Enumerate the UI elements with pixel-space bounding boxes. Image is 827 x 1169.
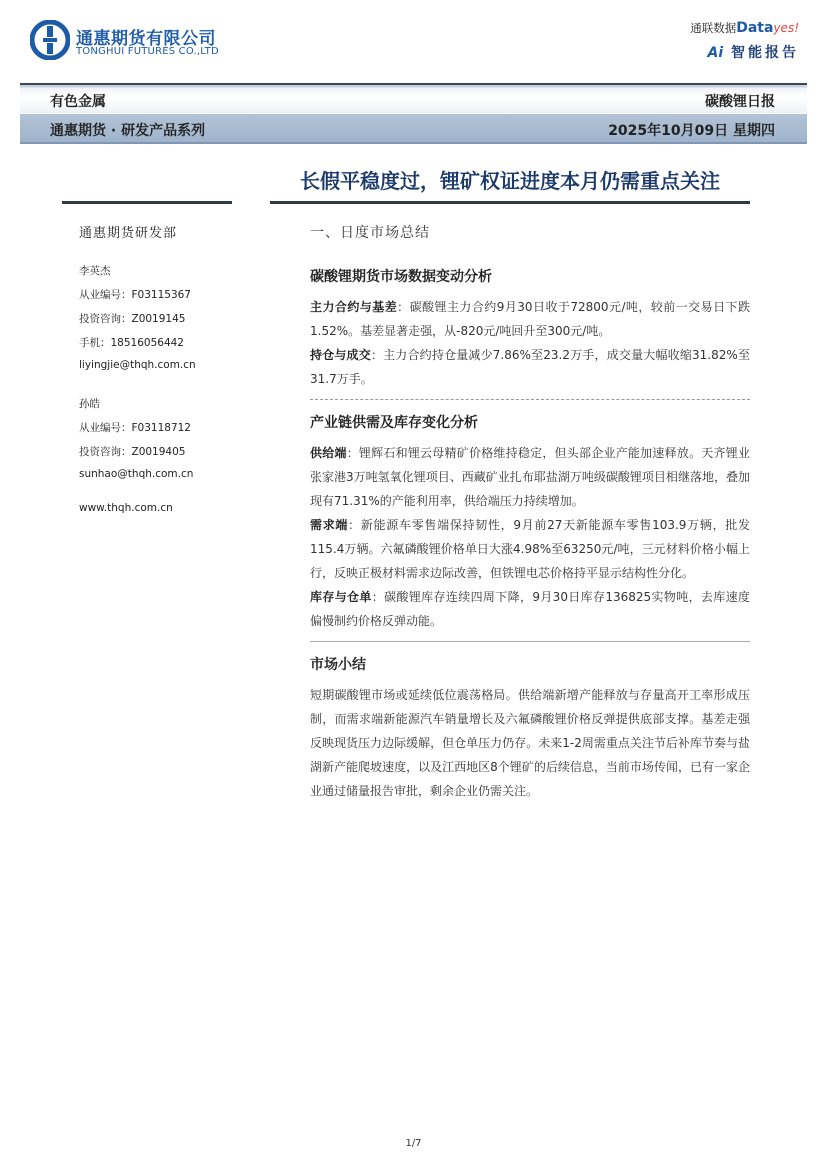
analyst-name: 孙皓: [79, 398, 100, 410]
company-logo-icon: [30, 20, 70, 60]
paragraph: [310, 513, 750, 585]
company-website[interactable]: www.thqh.com.cn: [79, 502, 173, 514]
research-department: 通惠期货研发部: [79, 226, 178, 241]
paragraph-text: ：新能源车零售端保持韧性，9月前27天新能源车零售103.9万辆，批发115.4万辆。六氟磷酸锂价格单日大涨4.98%至63250元/吨，三元材料价格小幅上行，反映正极材料需求边际改善，但铁锂电芯价格持平显示结构性分化。: [310, 518, 750, 580]
brand-bottom-line: [649, 42, 799, 62]
paragraph: [310, 295, 750, 343]
analyst-license: 从业编号：F03115367: [79, 289, 191, 301]
company-logo: [30, 20, 230, 64]
brand-top-line: [649, 20, 799, 36]
paragraph-label: 需求端: [310, 518, 349, 532]
report-body: [310, 222, 750, 803]
report-title: 长假平稳度过，锂矿权证进度本月仍需重点关注: [300, 169, 720, 193]
analyst-name: 李英杰: [79, 265, 111, 277]
subsection-title: 产业链供需及库存变化分析: [310, 415, 478, 431]
analyst-email[interactable]: sunhao@thqh.com.cn: [79, 468, 194, 480]
paragraph-label: 供给端: [310, 446, 347, 460]
paragraph-text: ：碳酸锂库存连续四周下降，9月30日库存136825实物吨，去库速度偏慢制约价格反弹动能。: [310, 590, 750, 628]
paragraph: [310, 585, 750, 633]
paragraph: [310, 343, 750, 391]
page-number: 1/7: [405, 1138, 422, 1149]
paragraph-label: 主力合约与基差: [310, 300, 398, 314]
analyst-sidebar: [79, 222, 249, 514]
analyst-advisory: 投资咨询：Z0019405: [79, 446, 186, 458]
analyst-email[interactable]: liyingjie@thqh.com.cn: [79, 359, 196, 371]
sidebar-rule: [62, 201, 232, 204]
subsection-title: 市场小结: [310, 657, 366, 673]
section-heading: 一、日度市场总结: [310, 225, 430, 241]
brand-data: Data: [736, 20, 774, 36]
title-rule: [270, 201, 750, 204]
brand-yes: yes!: [773, 21, 799, 35]
report-date: 2025年10月09日 星期四: [608, 123, 775, 139]
series-bar: [20, 114, 807, 144]
summary-paragraph: 短期碳酸锂市场或延续低位震荡格局。供给端新增产能释放与存量高开工率形成压制，而需求端新能源汽车销量增长及六氟磷酸锂价格反弹提供底部支撑。基差走强反映现货压力边际缓解，但仓单压力仍存。未来1-2周需重点关注节后补库节奏与盐湖新产能爬坡速度，以及江西地区8个锂矿的后续信息，当前市场传闻，已有一家企业通过储量报告审批，剩余企业仍需关注。: [310, 688, 750, 798]
category-label: 有色金属: [50, 94, 106, 110]
datayes-brand: [649, 20, 799, 64]
paragraph-text: ：主力合约持仓量减少7.86%至23.2万手，成交量大幅收缩31.82%至31.7万手。: [310, 348, 750, 386]
analyst-phone: 手机：18516056442: [79, 337, 184, 349]
company-name-cn: 通惠期货有限公司: [76, 29, 216, 49]
section-divider: [310, 399, 750, 400]
company-name-en: TONGHUI FUTURES CO.,LTD: [76, 46, 219, 57]
analyst-license: 从业编号：F03118712: [79, 422, 191, 434]
brand-ai: Ai: [707, 45, 724, 61]
paragraph: [310, 441, 750, 513]
brand-report: 智能报告: [731, 45, 799, 61]
paragraph-label: 持仓与成交: [310, 348, 371, 362]
subsection-title: 碳酸锂期货市场数据变动分析: [310, 269, 492, 285]
section-divider: [310, 641, 750, 642]
paragraph-text: ：碳酸锂主力合约9月30日收于72800元/吨，较前一交易日下跌1.52%。基差显著走强，从-820元/吨回升至300元/吨。: [310, 300, 750, 338]
paragraph-label: 库存与仓单: [310, 590, 372, 604]
paragraph-text: ：锂辉石和锂云母精矿价格维持稳定，但头部企业产能加速释放。天齐锂业张家港3万吨氢氧化锂项目、西藏矿业扎布耶盐湖万吨级碳酸锂项目相继落地，叠加现有71.31%的产能利用率，供给端压力持续增加。: [310, 446, 750, 508]
report-type-label: 碳酸锂日报: [705, 94, 775, 110]
series-label: 通惠期货 · 研发产品系列: [50, 123, 206, 139]
category-bar: [20, 83, 807, 113]
analyst-advisory: 投资咨询：Z0019145: [79, 313, 186, 325]
brand-prefix: 通联数据: [690, 21, 737, 35]
